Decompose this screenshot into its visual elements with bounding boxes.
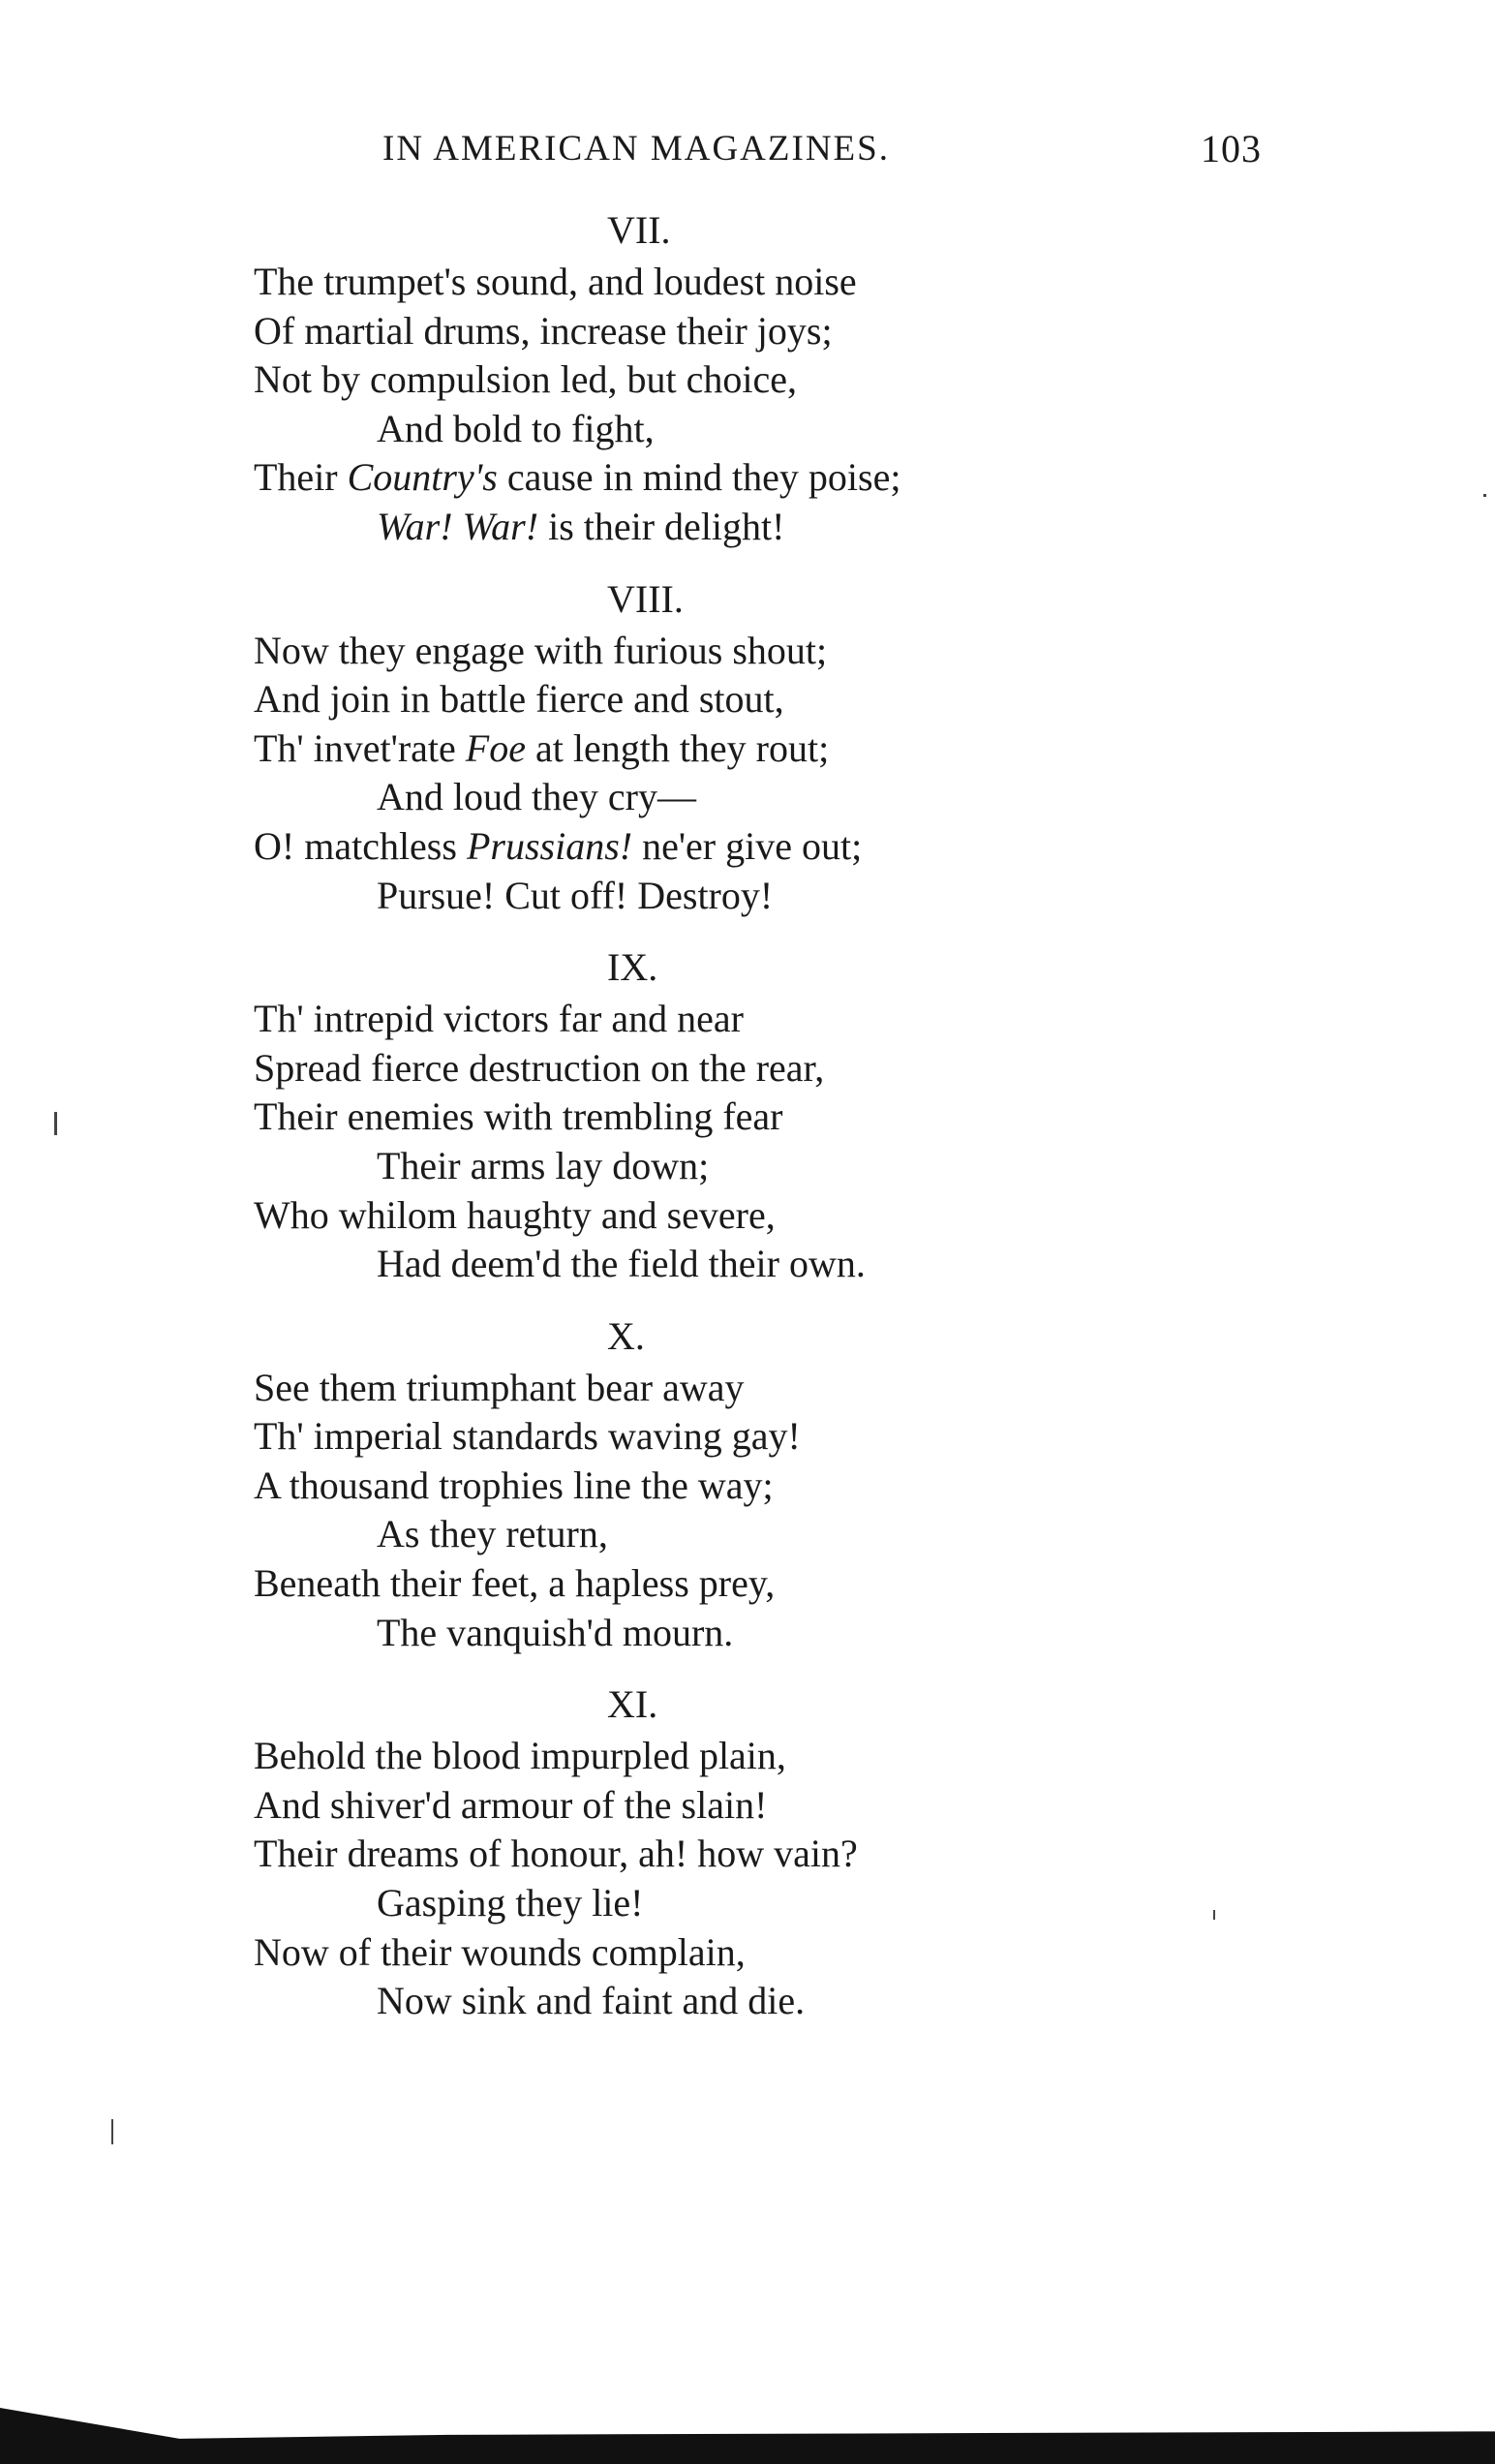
verse-text: Th' invet'rate bbox=[254, 725, 466, 770]
verse-line bbox=[254, 1609, 1222, 1658]
margin-mark bbox=[54, 1112, 57, 1135]
margin-mark bbox=[1483, 494, 1486, 497]
poem-body bbox=[254, 203, 1222, 2047]
verse-line bbox=[254, 1240, 1222, 1289]
verse-text: The trumpet's sound, and loudest noise bbox=[254, 260, 857, 303]
verse-line bbox=[254, 1510, 1222, 1559]
stanza-numeral: X. bbox=[607, 1313, 645, 1358]
verse-text: is their delight! bbox=[538, 504, 785, 548]
verse-line bbox=[254, 1462, 1222, 1511]
stanza-numeral: IX. bbox=[607, 945, 658, 990]
verse-line bbox=[254, 1191, 1222, 1241]
italic-text: Foe bbox=[465, 725, 526, 770]
verse-text: Their dreams of honour, ah! how vain? bbox=[254, 1832, 858, 1876]
verse-text: Now they engage with furious shout; bbox=[254, 628, 828, 672]
verse-text: And shiver'd armour of the slain! bbox=[254, 1782, 768, 1827]
italic-text: War! War! bbox=[377, 504, 539, 548]
verse-text: As they return, bbox=[377, 1512, 608, 1556]
verse-line bbox=[254, 307, 1222, 356]
stanza-numeral: XI. bbox=[607, 1682, 658, 1727]
verse-text: And join in battle fierce and stout, bbox=[254, 677, 784, 722]
verse-line bbox=[254, 453, 1222, 503]
verse-text: Their arms lay down; bbox=[377, 1143, 710, 1187]
verse-text: The vanquish'd mourn. bbox=[377, 1610, 734, 1654]
verse-text: A thousand trophies line the way; bbox=[254, 1463, 774, 1507]
verse-line bbox=[254, 1364, 1222, 1413]
verse-text: Beneath their feet, a hapless prey, bbox=[254, 1561, 776, 1606]
stanza bbox=[254, 1678, 1222, 2026]
verse-line bbox=[254, 773, 1222, 822]
page-number: 103 bbox=[1201, 127, 1262, 170]
verse-text: Now of their wounds complain, bbox=[254, 1929, 746, 1974]
verse-text: Of martial drums, increase their joys; bbox=[254, 308, 833, 353]
verse-line bbox=[254, 1559, 1222, 1609]
verse-line bbox=[254, 822, 1222, 872]
verse-text: Behold the blood impurpled plain, bbox=[254, 1734, 786, 1778]
verse-text: And bold to fight, bbox=[377, 406, 655, 450]
italic-text: Country's bbox=[347, 455, 498, 500]
verse-text: O! matchless bbox=[254, 823, 467, 868]
verse-text: Pursue! Cut off! Destroy! bbox=[377, 873, 774, 917]
stanza bbox=[254, 940, 1222, 1289]
verse-text: cause in mind they poise; bbox=[497, 455, 901, 500]
verse-text: Not by compulsion led, but choice, bbox=[254, 357, 798, 402]
verse-text: Their enemies with trembling fear bbox=[254, 1094, 783, 1139]
verse-line bbox=[254, 258, 1222, 307]
verse-line bbox=[254, 405, 1222, 454]
verse-line bbox=[254, 1044, 1222, 1093]
verse-line bbox=[254, 1879, 1222, 1928]
scan-edge-shadow bbox=[0, 2408, 1495, 2464]
running-head: IN AMERICAN MAGAZINES. bbox=[382, 129, 890, 169]
verse-text: at length they rout; bbox=[525, 725, 830, 770]
verse-line bbox=[254, 355, 1222, 405]
verse-line bbox=[254, 627, 1222, 676]
stanza bbox=[254, 1309, 1222, 1658]
verse-text: And loud they cry— bbox=[377, 775, 696, 819]
verse-text: Th' imperial standards waving gay! bbox=[254, 1414, 801, 1459]
verse-text: Who whilom haughty and severe, bbox=[254, 1192, 776, 1237]
verse-text: ne'er give out; bbox=[632, 823, 863, 868]
verse-text: Had deem'd the field their own. bbox=[377, 1242, 866, 1286]
verse-line bbox=[254, 1142, 1222, 1191]
verse-line bbox=[254, 503, 1222, 552]
verse-line bbox=[254, 1830, 1222, 1879]
verse-line bbox=[254, 1977, 1222, 2026]
verse-line bbox=[254, 872, 1222, 921]
verse-line bbox=[254, 1412, 1222, 1462]
verse-line bbox=[254, 724, 1222, 774]
verse-line bbox=[254, 1781, 1222, 1831]
verse-text: Th' intrepid victors far and near bbox=[254, 997, 744, 1041]
margin-mark bbox=[111, 2119, 113, 2144]
stanza bbox=[254, 572, 1222, 921]
verse-line bbox=[254, 1732, 1222, 1781]
stanza-numeral: VIII. bbox=[607, 576, 684, 621]
verse-line bbox=[254, 675, 1222, 724]
verse-line bbox=[254, 995, 1222, 1044]
verse-line bbox=[254, 1928, 1222, 1978]
verse-text: Spread fierce destruction on the rear, bbox=[254, 1045, 825, 1090]
verse-text: See them triumphant bear away bbox=[254, 1365, 745, 1409]
stanza bbox=[254, 203, 1222, 552]
italic-text: Prussians! bbox=[466, 823, 633, 868]
verse-text: Their bbox=[254, 455, 348, 500]
verse-line bbox=[254, 1093, 1222, 1142]
stanza-numeral: VII. bbox=[607, 208, 671, 252]
verse-text: Gasping they lie! bbox=[377, 1881, 644, 1925]
margin-mark bbox=[1213, 1910, 1215, 1920]
verse-text: Now sink and faint and die. bbox=[377, 1979, 806, 2023]
